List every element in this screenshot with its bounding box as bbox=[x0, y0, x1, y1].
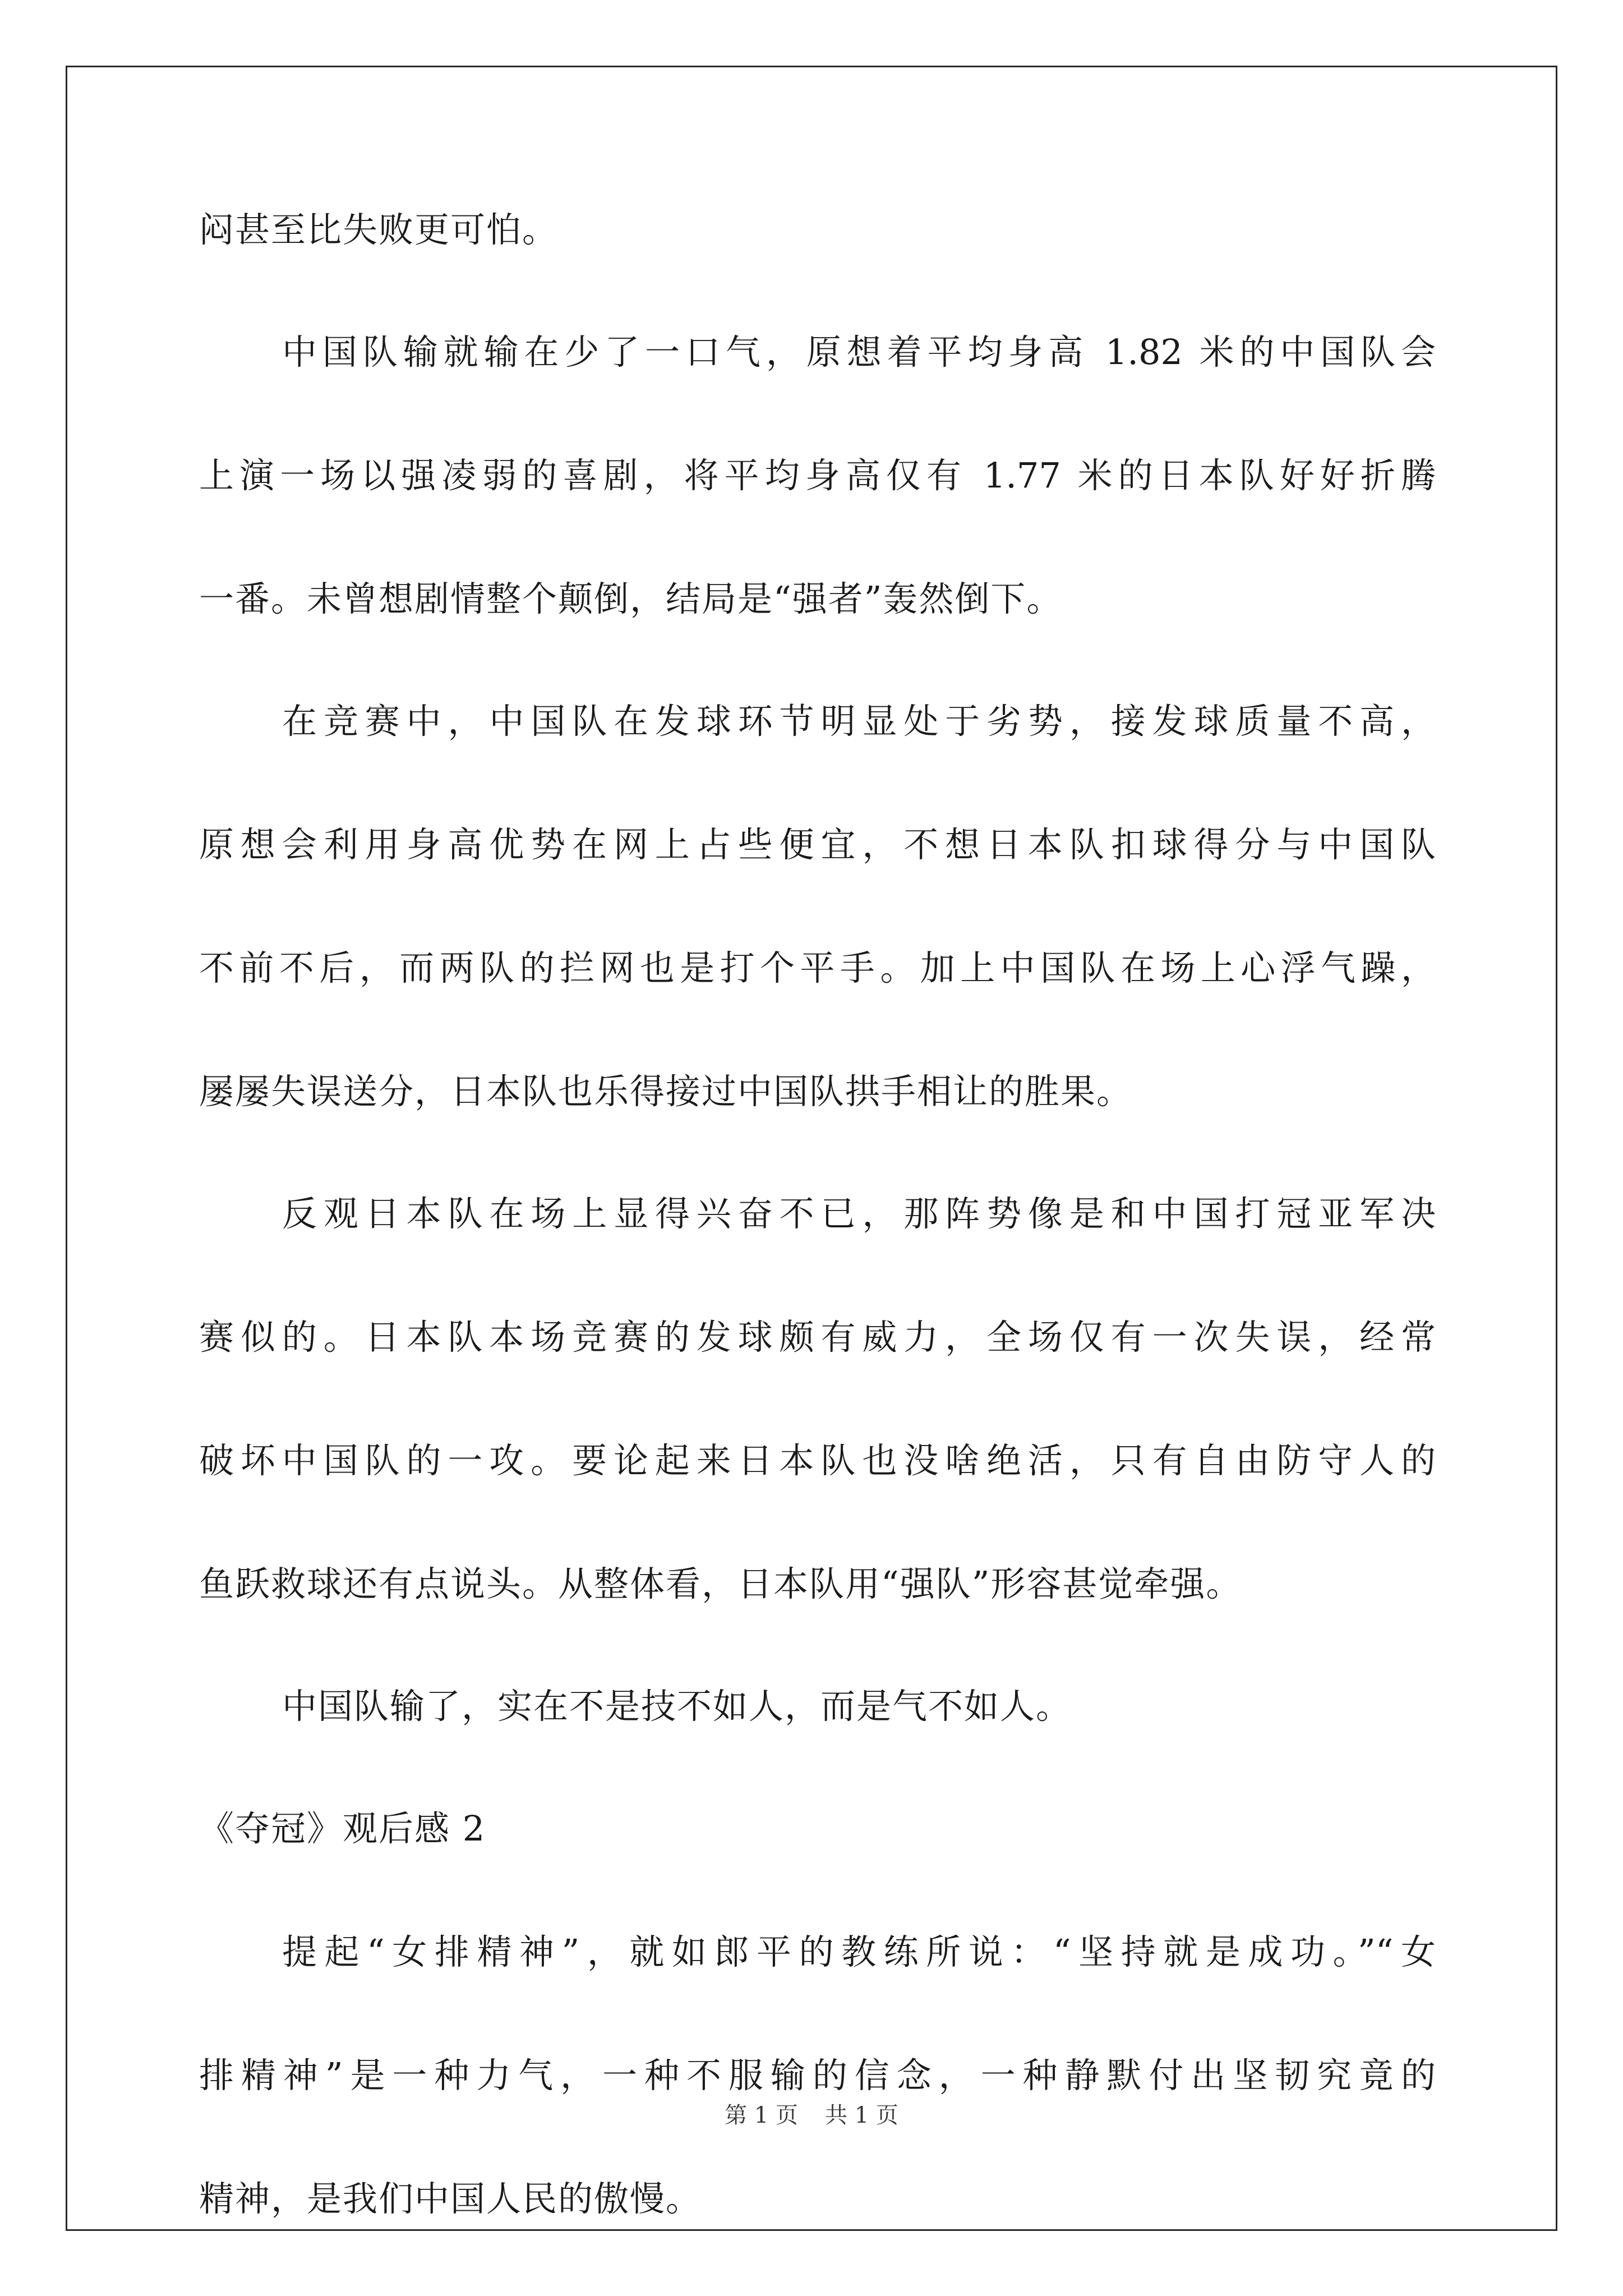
text-line: 在竞赛中，中国队在发球环节明显处于劣势，接发球质量不高， bbox=[282, 701, 1436, 742]
text-line: 精神，是我们中国人民的傲慢。 bbox=[199, 2178, 702, 2219]
text-line: 闷甚至比失败更可怕。 bbox=[199, 209, 559, 250]
page-footer bbox=[0, 2101, 1623, 2129]
page-total: 共 1 页 bbox=[825, 2102, 898, 2128]
text-line: 上演一场以强凌弱的喜剧，将平均身高仅有 1.77 米的日本队好好折腾 bbox=[199, 455, 1436, 496]
text-line: 破坏中国队的一攻。要论起来日本队也没啥绝活，只有自由防守人的 bbox=[199, 1440, 1436, 1481]
section-heading: 《夺冠》观后感 2 bbox=[199, 1808, 486, 1849]
text-line: 不前不后，而两队的拦网也是打个平手。加上中国队在场上心浮气躁， bbox=[199, 947, 1436, 988]
text-line: 排精神”是一种力气，一种不服输的信念，一种静默付出坚韧究竟的 bbox=[199, 2055, 1436, 2096]
text-line: 原想会利用身高优势在网上占些便宜，不想日本队扣球得分与中国队 bbox=[199, 824, 1436, 865]
text-line: 鱼跃救球还有点说头。从整体看，日本队用“强队”形容甚觉牵强。 bbox=[199, 1563, 1242, 1604]
page-number: 第 1 页 bbox=[725, 2102, 798, 2128]
text-line: 提起“女排精神”，就如郎平的教练所说：“坚持就是成功。”“女 bbox=[282, 1931, 1436, 1972]
text-line: 中国队输就输在少了一口气，原想着平均身高 1.82 米的中国队会 bbox=[282, 332, 1436, 372]
text-line: 赛似的。日本队本场竞赛的发球颇有威力，全场仅有一次失误，经常 bbox=[199, 1317, 1436, 1358]
page-border bbox=[66, 66, 1557, 2231]
text-line: 中国队输了，实在不是技不如人，而是气不如人。 bbox=[282, 1686, 1072, 1727]
text-line: 屡屡失误送分，日本队也乐得接过中国队拱手相让的胜果。 bbox=[199, 1071, 1133, 1112]
text-line: 一番。未曾想剧情整个颠倒，结局是“强者”轰然倒下。 bbox=[199, 578, 1063, 619]
text-line: 反观日本队在场上显得兴奋不已，那阵势像是和中国打冠亚军决 bbox=[282, 1193, 1436, 1234]
